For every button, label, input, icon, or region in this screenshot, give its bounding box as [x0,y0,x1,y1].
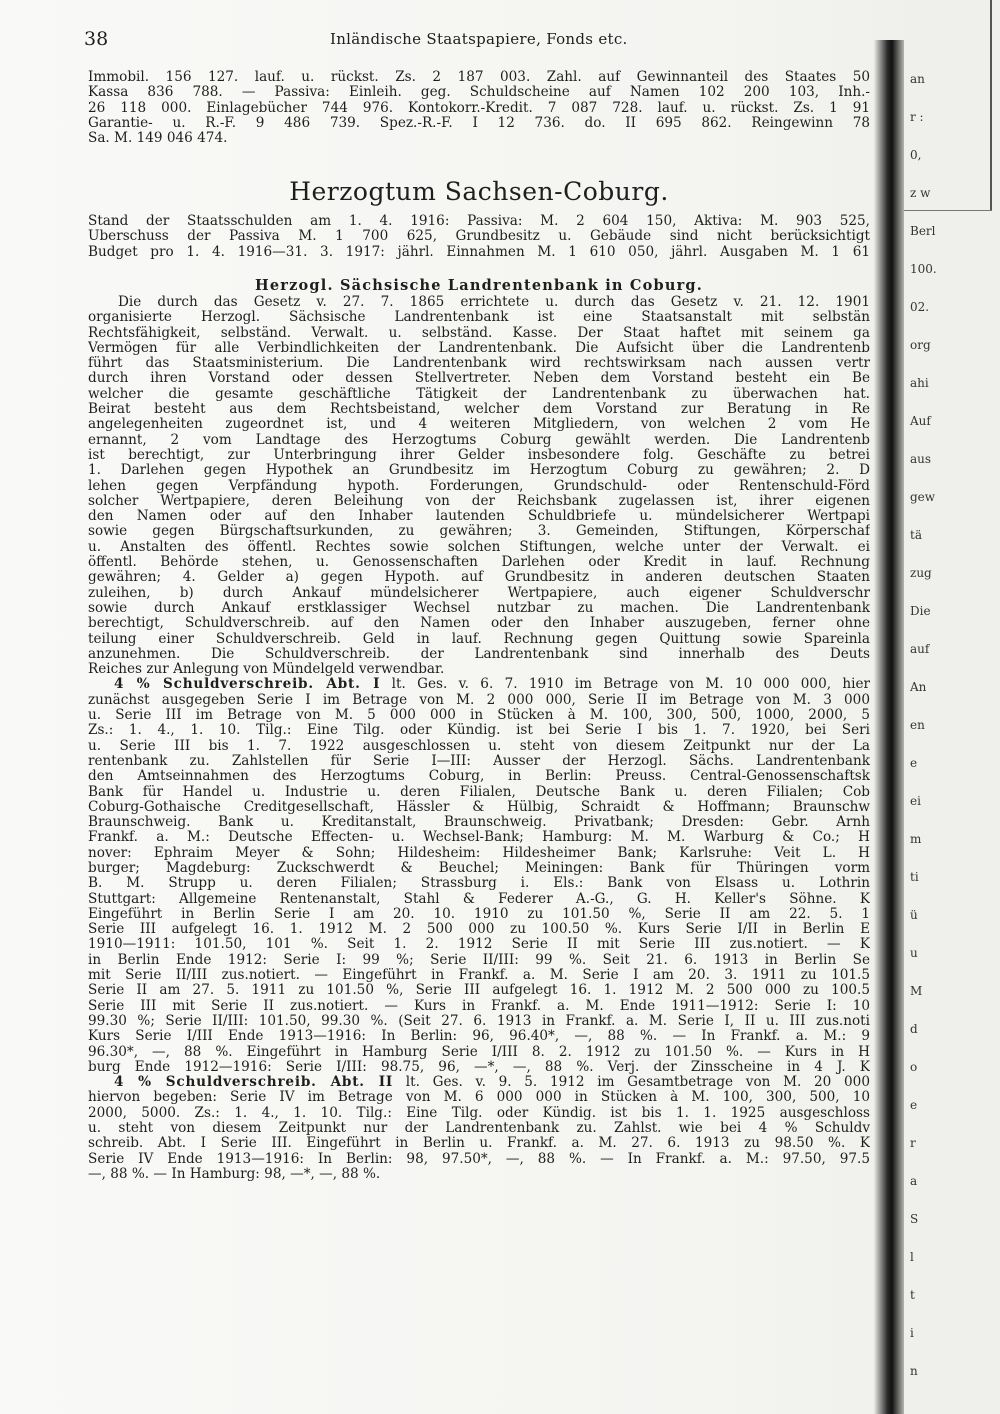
text-line: 2000, 5000. Zs.: 1. 4., 1. 10. Tilg.: Eine Tilg. oder Kündig. ist bis 1. 1. 1925 ausgeschloss [88,1105,870,1121]
text-line: angelegenheiten zugeordnet ist, und 4 weiteren Mitgliedern, von welchen 2 vom He [88,417,870,433]
facing-page-fragment: i [910,1326,914,1340]
text-line: Immobil. 156 127. lauf. u. rückst. Zs. 2 187 003. Zahl. auf Gewinnanteil des Staates 50 [88,70,870,85]
bond2-lead: 4 % Schuldverschreib. Abt. II [114,1075,394,1091]
facing-page-fragment: An [910,680,927,694]
facing-page-fragment: n [910,1364,918,1378]
facing-page-fragment: org [910,338,931,352]
facing-page-fragment: zug [910,566,932,580]
facing-page-fragment: ahi [910,376,929,390]
text-line: gewähren; 4. Gelder a) gegen Hypoth. auf Grundbesitz in anderen deutschen Staaten [88,570,870,586]
facing-page-fragment: o [910,1060,918,1074]
text-line: solcher Wertpapiere, deren Beleihung von der Reichsbank zugelassen ist, ihrer eigenen [88,493,870,509]
text-line: Frankf. a. M.: Deutsche Effecten- u. Wechsel-Bank; Hamburg: M. M. Warburg & Co.; H [88,830,870,846]
text-line: Beirat besteht aus dem Rechtsbeistand, welcher dem Vorstand zur Beratung in Re [88,402,870,418]
text-line: Budget pro 1. 4. 1916—31. 3. 1917: jährl. Einnahmen M. 1 610 050, jährl. Ausgaben M. 1 61 [88,244,870,260]
intro-block [88,70,870,146]
text-line: führt das Staatsministerium. Die Landrentenbank wird rechtswirksam nach aussen vertr [88,356,870,372]
facing-page-fragment: Die [910,604,931,618]
facing-page-fragment: an [910,72,925,86]
running-head: Inländische Staatspapiere, Fonds etc. [330,30,628,48]
text-line: den Amtseinnahmen des Herzogtums Coburg, in Berlin: Preuss. Central-Genossenschaftsk [88,769,870,785]
text-line: Serie III aufgelegt 16. 1. 1912 M. 2 500 000 zu 100.50 %. Kurs Serie I/II in Berlin E [88,922,870,938]
text-line: Garantie- u. R.-F. 9 486 739. Spez.-R.-F. I 12 736. do. II 695 862. Reingewinn 78 [88,115,870,131]
text-line: nover: Ephraim Meyer & Sohn; Hildesheim: Hildesheimer Bank; Karlsruhe: Veit L. H [88,845,870,861]
text-line: Eingeführt in Berlin Serie I am 20. 10. 1910 zu 101.50 %, Serie II am 22. 5. 1 [88,906,870,922]
bond2-first-rest: lt. Ges. v. 9. 5. 1912 im Gesamtbetrage von M. 20 000 [405,1075,870,1091]
facing-page-fragment: 02. [910,300,930,314]
facing-page-fragment: r : [910,110,924,124]
text-line: u. Anstalten des öffentl. Rechtes sowie solchen Stiftungen, welche unter der Verwalt. ei [88,539,870,555]
facing-page-fragment: ü [910,908,918,922]
text-line: u. Serie III im Betrage von M. 5 000 000 in Stücken à M. 100, 300, 500, 1000, 2000, 5 [88,708,870,724]
text-line: 96.30*, —, 88 %. Eingeführt in Hamburg Serie I/III 8. 2. 1912 zu 101.50 %. — Kurs in H [88,1044,870,1060]
text-line: öffentl. Behörde stehen, u. Genossenschaften Darlehen oder Kredit in lauf. Rechnung [88,555,870,571]
text-line: Reiches zur Anlegung von Mündelgeld verwendbar. [88,662,445,678]
text-line: durch ihren Vorstand oder dessen Stellvertreter. Neben dem Vorstand besteht ein Be [88,371,870,387]
text-line: Die durch das Gesetz v. 27. 7. 1865 errichtete u. durch das Gesetz v. 21. 12. 1901 [118,295,870,310]
facing-page-fragment: e [910,756,918,770]
text-line: sowie durch Ankauf erstklassiger Wechsel nutzbar zu machen. Die Landrentenbank [88,600,870,616]
text-line: hiervon begeben: Serie IV im Betrage von M. 6 000 000 in Stücken à M. 100, 300, 500, 10 [88,1090,870,1106]
text-line: u. Serie III bis 1. 7. 1922 ausgeschlossen u. steht von diesem Zeitpunkt nur der La [88,738,870,754]
text-line: Vermögen für alle Verbindlichkeiten der Landrentenbank. Die Aufsicht über die Landrentenb [88,340,870,356]
text-line: u. steht von diesem Zeitpunkt nur der Landrentenbank zu. Zahlst. wie bei 4 % Schuldv [88,1121,870,1137]
text-line: sowie gegen Bürgschaftsurkunden, zu gewähren; 3. Gemeinden, Stiftungen, Körperschaf [88,524,870,540]
facing-page-fragment: t [910,1288,915,1302]
facing-page-fragment: auf [910,642,930,656]
bond2-first-line [88,1075,870,1090]
facing-page-fragment: 0, [910,148,922,162]
text-line: organisierte Herzogl. Sächsische Landrentenbank ist eine Staatsanstalt mit selbstän [88,310,870,326]
facing-page-fragment: a [910,1174,918,1188]
text-line: B. M. Strupp u. deren Filialen; Strassburg i. Els.: Bank von Elsass u. Lothrin [88,876,870,892]
facing-page-fragment: S [910,1212,919,1226]
text-line: lehen gegen Verpfändung hypoth. Forderungen, Grundschuld- oder Rentenschuld-Förd [88,478,870,494]
text-line: Serie II am 27. 5. 1911 zu 101.50 %, Serie III aufgelegt 16. 1. 1912 M. 2 500 000 zu 100.5 [88,983,870,999]
text-line: anzunehmen. Die Schuldverschreib. der Landrentenbank sind innerhalb des Deuts [88,646,870,662]
text-line: Überschuss der Passiva M. 1 700 625, Grundbesitz u. Gebäude sind nicht berücksichtigt [88,229,870,245]
text-line: 26 118 000. Einlagebücher 744 976. Kontokorr.-Kredit. 7 087 728. lauf. u. rückst. Zs. 1 91 [88,100,870,116]
facing-page-fragment: en [910,718,925,732]
facing-page-fragment: d [910,1022,918,1036]
text-line: berechtigt, Schuldverschreib. auf den Namen oder den Inhaber auszugeben, ferner ohne [88,616,870,632]
bond1-first-line [88,677,870,692]
text-line: Bank für Handel u. Industrie u. deren Filialen, Deutsche Bank u. deren Filialen; Cob [88,784,870,800]
bond1-first-rest: lt. Ges. v. 6. 7. 1910 im Betrage von M. 10 000 000, hier [391,677,870,693]
facing-page-fragment: aus [910,452,932,466]
text-line: zuleihen, b) durch Ankauf mündelsicherer Wertpapiere, auch eigener Schuldverschr [88,585,870,601]
facing-page-rule [990,0,992,210]
text-line: den Namen oder auf den Inhaber lautenden Schuldbriefe u. mündelsicherer Wertpapi [88,509,870,525]
text-line: welcher die gesamte geschäftliche Tätigkeit der Landrentenbank zu überwachen hat. [88,386,870,402]
facing-page-fragment: Berl [910,224,936,238]
text-line: burger; Magdeburg: Zuckschwerdt & Beuchel; Meiningen: Bank für Thüringen vorm [88,860,870,876]
text-line: zunächst ausgegeben Serie I im Betrage von M. 2 000 000, Serie II im Betrage von M. 3 000 [88,692,870,708]
text-line: schreib. Abt. I Serie III. Eingeführt in Berlin u. Frankf. a. M. 27. 6. 1913 zu 98.50 %. K [88,1136,870,1152]
facing-page-fragment: 100. [910,262,937,276]
facing-page-edge [904,0,1000,1414]
text-line: ernannt, 2 vom Landtage des Herzogtums Coburg gewählt werden. Die Landrentenb [88,432,870,448]
text-line: ist berechtigt, zur Unterbringung ihrer Gelder insbesondere folg. Geschäfte zu betrei [88,447,870,463]
page-number: 38 [84,28,109,50]
text-line: Kassa 836 788. — Passiva: Einleih. geg. Schuldscheine auf Namen 102 200 103, Inh.- [88,85,870,101]
text-line: 99.30 %; Serie II/III: 101.50, 99.30 %. (Seit 27. 6. 1913 in Frankf. a. M. Serie I, II u. III zus.noti [88,1013,870,1029]
book-gutter-shadow [874,40,904,1414]
text-line: Zs.: 1. 4., 1. 10. Tilg.: Eine Tilg. oder Kündig. ist bei Serie I bis 1. 7. 1920, bei Seri [88,723,870,739]
facing-page-fragment: gew [910,490,936,504]
text-line: rentenbank zu. Zahlstellen für Serie I—III: Ausser der Herzogl. Sächs. Landrentenbank [88,753,870,769]
facing-page-fragment: ei [910,794,921,808]
facing-page-fragment: r [910,1136,916,1150]
facing-page-fragment: e [910,1098,918,1112]
text-line: mit Serie II/III zus.notiert. — Eingeführt in Frankf. a. M. Serie I am 20. 3. 1911 zu 101.5 [88,968,870,984]
text-line: 1910—1911: 101.50, 101 %. Seit 1. 2. 1912 Serie II mit Serie III zus.notiert. — K [88,937,870,953]
text-line: teilung einer Schuldverschreib. Geld in lauf. Rechnung gegen Quittung sowie Spareinla [88,631,870,647]
text-line: Kurs Serie I/III Ende 1913—1916: In Berlin: 96, 96.40*, —, 88 %. — In Frankf. a. M.: 9 [88,1029,870,1045]
facing-page-fragment: z w [910,186,931,200]
section-title: Herzogtum Sachsen-Coburg. [289,177,669,206]
text-line: Rechtsfähigkeit, selbständ. Verwalt. u. selbständ. Kasse. Der Staat haftet mit seinem ga [88,325,870,341]
text-line: Stand der Staatsschulden am 1. 4. 1916: Passiva: M. 2 604 150, Aktiva: M. 903 525, [88,214,870,229]
text-line: Stuttgart: Allgemeine Rentenanstalt, Stahl & Federer A.-G., G. H. Keller's Söhne. K [88,891,870,907]
page-header [84,28,874,50]
bank-body [88,295,870,1182]
state-debt-block [88,214,870,260]
facing-page-fragment: tä [910,528,922,542]
facing-page-fragment: l [910,1250,914,1264]
text-line: in Berlin Ende 1912: Serie I: 99 %; Serie II/III: 99 %. Seit 21. 6. 1913 in Berlin Se [88,952,870,968]
facing-page-fragment: ti [910,870,919,884]
bond1-lead: 4 % Schuldverschreib. Abt. I [114,677,381,693]
text-line: Sa. M. 149 046 474. [88,131,228,147]
text-line: Serie IV Ende 1913—1916: In Berlin: 98, 97.50*, —, 88 %. — In Frankf. a. M.: 97.50, 97.5 [88,1151,870,1167]
text-line: Coburg-Gothaische Creditgesellschaft, Hässler & Hülbig, Schraidt & Hoffmann; Braunschw [88,799,870,815]
text-line: Braunschweig. Bank u. Kreditanstalt, Braunschweig. Privatbank; Dresden: Gebr. Arnh [88,815,870,831]
facing-page-rule [904,210,992,211]
text-line: Serie III mit Serie II zus.notiert. — Kurs in Frankf. a. M. Ende 1911—1912: Serie I: 10 [88,998,870,1014]
facing-page-fragment: Auf [910,414,931,428]
facing-page-fragment: M [910,984,923,998]
text-line: —, 88 %. — In Hamburg: 98, —*, —, 88 %. [88,1166,381,1182]
facing-page-fragment: u [910,946,918,960]
text-line: 1. Darlehen gegen Hypothek an Grundbesitz im Herzogtum Coburg zu gewähren; 2. D [88,463,870,479]
text-line: burg Ende 1912—1916: Serie I/III: 98.75, 96, —*, —, 88 %. Verj. der Zinsscheine in 4 J. K [88,1059,870,1075]
facing-page-fragment: m [910,832,922,846]
bank-title: Herzogl. Sächsische Landrentenbank in Coburg. [254,277,704,294]
